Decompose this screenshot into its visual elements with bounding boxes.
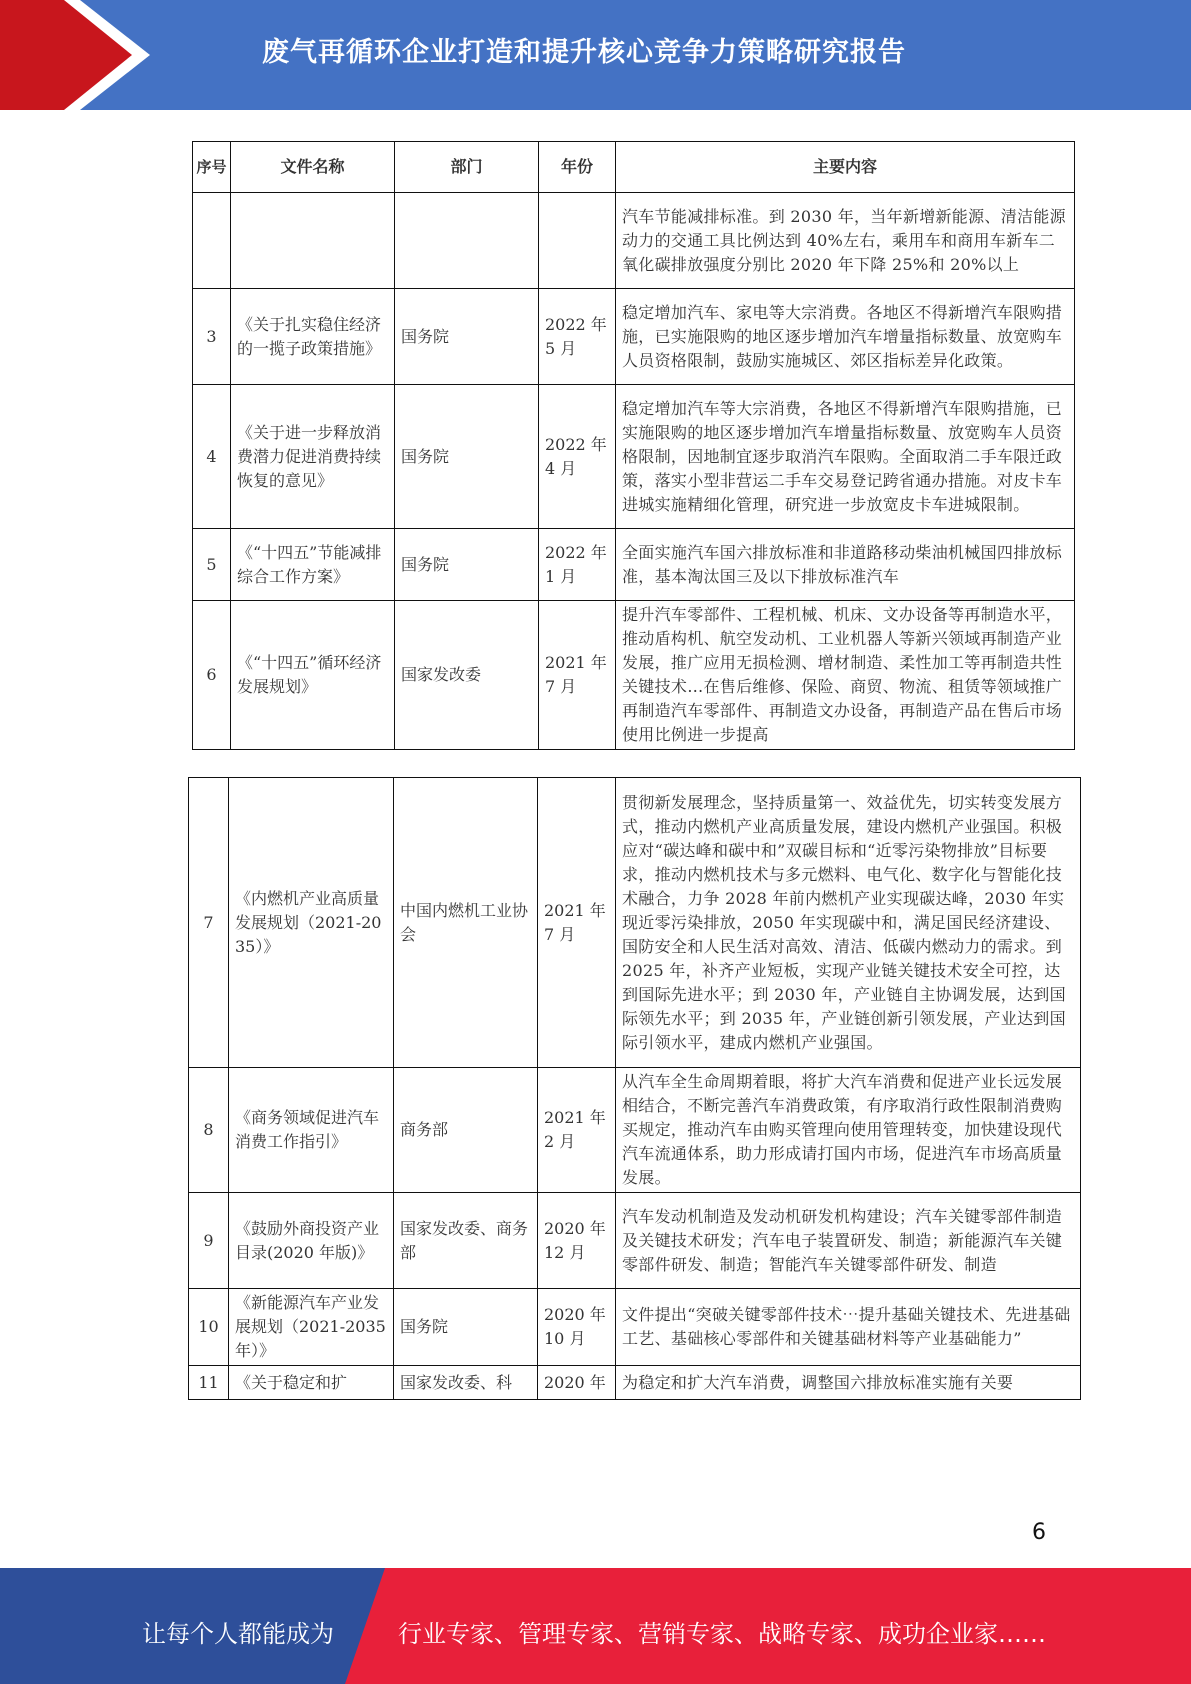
row-no: 3 <box>193 289 231 385</box>
table-row <box>193 193 1075 289</box>
table-row <box>189 778 1081 1068</box>
row-no: 10 <box>189 1289 229 1366</box>
row-year: 2022 年 1 月 <box>539 529 616 601</box>
row-no <box>193 193 231 289</box>
table-row <box>193 529 1075 601</box>
row-no: 5 <box>193 529 231 601</box>
row-name: 《关于进一步释放消费潜力促进消费持续恢复的意见》 <box>231 385 395 529</box>
row-name: 《“十四五”循环经济发展规划》 <box>231 601 395 750</box>
row-dept: 中国内燃机工业协会 <box>394 778 538 1068</box>
row-name: 《关于稳定和扩 <box>229 1366 394 1400</box>
table-row <box>189 1068 1081 1193</box>
row-content: 提升汽车零部件、工程机械、机床、文办设备等再制造水平，推动盾构机、航空发动机、工业机器人等新兴领域再制造产业发展，推广应用无损检测、增材制造、柔性加工等再制造共性关键技术…在售后维修、保险、商贸、物流、租赁等领域推广再制造汽车零部件、再制造文办设备，再制造产品在售后市场使用比例进一步提高 <box>616 601 1075 750</box>
row-dept: 国务院 <box>394 1289 538 1366</box>
row-year: 2020 年 12 月 <box>538 1193 616 1289</box>
row-content: 汽车发动机制造及发动机研发机构建设；汽车关键零部件制造及关键技术研发；汽车电子装置研发、制造；新能源汽车关键零部件研发、制造；智能汽车关键零部件研发、制造 <box>616 1193 1081 1289</box>
table-row <box>193 385 1075 529</box>
table-row <box>189 1289 1081 1366</box>
row-dept: 国家发改委、商务部 <box>394 1193 538 1289</box>
footer-banner <box>0 1568 1191 1684</box>
col-header-content: 主要内容 <box>616 142 1075 193</box>
row-no: 7 <box>189 778 229 1068</box>
row-dept <box>395 193 539 289</box>
table-header-row <box>193 142 1075 193</box>
row-dept: 国务院 <box>395 289 539 385</box>
row-year: 2021 年 7 月 <box>538 778 616 1068</box>
report-title: 废气再循环企业打造和提升核心竞争力策略研究报告 <box>262 37 906 68</box>
row-year: 2020 年 <box>538 1366 616 1400</box>
table-row <box>189 1366 1081 1400</box>
col-header-dept: 部门 <box>395 142 539 193</box>
row-content: 汽车节能减排标准。到 2030 年，当年新增新能源、清洁能源动力的交通工具比例达到 40%左右，乘用车和商用车新车二氧化碳排放强度分别比 2020 年下降 25%和 20%以上 <box>616 193 1075 289</box>
col-header-name: 文件名称 <box>231 142 395 193</box>
row-no: 8 <box>189 1068 229 1193</box>
row-year: 2022 年 5 月 <box>539 289 616 385</box>
table-row <box>193 601 1075 750</box>
row-no: 4 <box>193 385 231 529</box>
row-name: 《商务领域促进汽车消费工作指引》 <box>229 1068 394 1193</box>
row-content: 贯彻新发展理念，坚持质量第一、效益优先，切实转变发展方式，推动内燃机产业高质量发展，建设内燃机产业强国。积极应对“碳达峰和碳中和”双碳目标和“近零污染物排放”目标要求，推动内燃机技术与多元燃料、电气化、数字化与智能化技术融合，力争 2028 年前内燃机产业实现碳达峰，2030 年实现近零污染排放，2050 年实现碳中和，满足国民经济建设、国防安全和人民生活对高效、清洁、低碳内燃动力的需求。到 2025 年，补齐产业短板，实现产业链关键技术安全可控，达到国际先进水平；到 2030 年，产业链自主协调发展，达到国际领先水平；到 2035 年，产业链创新引领发展，产业达到国际引领水平，建成内燃机产业强国。 <box>616 778 1081 1068</box>
row-dept: 国家发改委、科 <box>394 1366 538 1400</box>
table-row <box>189 1193 1081 1289</box>
row-content: 全面实施汽车国六排放标准和非道路移动柴油机械国四排放标准，基本淘汰国三及以下排放标准汽车 <box>616 529 1075 601</box>
row-name <box>231 193 395 289</box>
row-year <box>539 193 616 289</box>
row-name: 《关于扎实稳住经济的一揽子政策措施》 <box>231 289 395 385</box>
row-no: 9 <box>189 1193 229 1289</box>
row-no: 6 <box>193 601 231 750</box>
row-dept: 国务院 <box>395 385 539 529</box>
row-name: 《“十四五”节能减排综合工作方案》 <box>231 529 395 601</box>
header-banner <box>0 0 1191 110</box>
row-content: 稳定增加汽车、家电等大宗消费。各地区不得新增汽车限购措施，已实施限购的地区逐步增加汽车增量指标数量、放宽购车人员资格限制，鼓励实施城区、郊区指标差异化政策。 <box>616 289 1075 385</box>
footer-left-slogan: 让每个人都能成为 <box>142 1620 334 1648</box>
row-dept: 国家发改委 <box>395 601 539 750</box>
row-name: 《新能源汽车产业发展规划（2021-2035 年）》 <box>229 1289 394 1366</box>
row-year: 2022 年 4 月 <box>539 385 616 529</box>
table-row <box>193 289 1075 385</box>
row-year: 2021 年 2 月 <box>538 1068 616 1193</box>
row-content: 稳定增加汽车等大宗消费，各地区不得新增汽车限购措施，已实施限购的地区逐步增加汽车增量指标数量、放宽购车人员资格限制，因地制宜逐步取消汽车限购。全面取消二手车限迁政策，落实小型非营运二手车交易登记跨省通办措施。对皮卡车进城实施精细化管理，研究进一步放宽皮卡车进城限制。 <box>616 385 1075 529</box>
col-header-no: 序号 <box>193 142 231 193</box>
row-dept: 国务院 <box>395 529 539 601</box>
policy-table-part2 <box>188 777 1081 1400</box>
footer-right-slogan: 行业专家、管理专家、营销专家、战略专家、成功企业家…… <box>398 1620 1046 1648</box>
col-header-year: 年份 <box>539 142 616 193</box>
row-name: 《鼓励外商投资产业目录(2020 年版)》 <box>229 1193 394 1289</box>
row-dept: 商务部 <box>394 1068 538 1193</box>
row-year: 2020 年 10 月 <box>538 1289 616 1366</box>
row-content: 为稳定和扩大汽车消费，调整国六排放标准实施有关要 <box>616 1366 1081 1400</box>
row-no: 11 <box>189 1366 229 1400</box>
row-content: 文件提出“突破关键零部件技术⋯提升基础关键技术、先进基础工艺、基础核心零部件和关键基础材料等产业基础能力” <box>616 1289 1081 1366</box>
policy-table-part1 <box>192 141 1075 750</box>
row-content: 从汽车全生命周期着眼，将扩大汽车消费和促进产业长远发展相结合，不断完善汽车消费政策，有序取消行政性限制消费购买规定，推动汽车由购买管理向使用管理转变，加快建设现代汽车流通体系，助力形成请打国内市场，促进汽车市场高质量发展。 <box>616 1068 1081 1193</box>
row-name: 《内燃机产业高质量发展规划（2021-2035）》 <box>229 778 394 1068</box>
row-year: 2021 年 7 月 <box>539 601 616 750</box>
page-number: 6 <box>1032 1520 1046 1545</box>
red-chevron-icon <box>0 0 160 110</box>
